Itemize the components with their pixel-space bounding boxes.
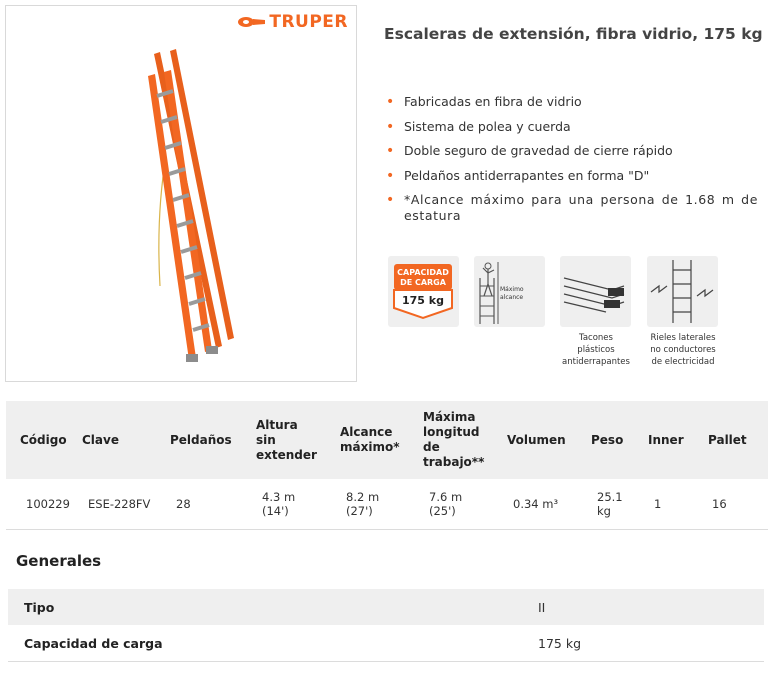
cell-altura: 4.3 m (14') — [262, 489, 296, 518]
cell-peldanos: 28 — [176, 496, 191, 511]
cell-volumen: 0.34 m³ — [513, 496, 559, 511]
header-pallet: Pallet — [708, 432, 747, 447]
capacity-value: 175 kg — [402, 294, 444, 307]
spec-header-row — [6, 401, 768, 479]
header-peso: Peso — [591, 432, 624, 447]
rails-caption — [638, 332, 728, 368]
header-clave: Clave — [82, 432, 119, 447]
rails-caption-line: Rieles laterales — [650, 333, 716, 343]
cell-alcance: 8.2 m (27') — [346, 489, 380, 518]
table-row — [6, 479, 768, 529]
rails-caption-line: de electricidad — [651, 357, 715, 367]
section-title-generales: Generales — [16, 552, 102, 570]
general-label: Capacidad de carga — [24, 636, 163, 651]
header-volumen: Volumen — [507, 432, 566, 447]
feature-item: • Peldaños antiderrapantes en forma "D" — [386, 168, 758, 184]
header-longitud: Máxima longitud de trabajo** — [423, 410, 485, 469]
product-title: Escaleras de extensión, fibra vidrio, 175 kg — [384, 25, 763, 43]
general-value: 175 kg — [538, 636, 582, 651]
load-capacity-icon — [388, 256, 459, 327]
product-image-box — [5, 5, 357, 382]
header-codigo: Código — [20, 432, 67, 447]
reach-label-line2: alcance — [500, 294, 524, 301]
cell-longitud: 7.6 m (25') — [429, 489, 463, 518]
feature-list — [386, 94, 758, 233]
non-slip-treads-badge — [560, 256, 631, 327]
non-conductive-icon — [647, 256, 718, 327]
truper-logo-text: TRUPER — [269, 12, 348, 32]
spec-table — [6, 401, 768, 530]
cell-codigo: 100229 — [26, 496, 70, 511]
general-value: II — [538, 599, 546, 615]
header-inner: Inner — [648, 432, 684, 447]
treads-caption-line: plásticos — [577, 345, 615, 355]
treads-caption — [551, 332, 641, 368]
general-label: Tipo — [24, 599, 55, 615]
treads-caption-line: antiderrapantes — [562, 357, 630, 367]
person-on-ladder-icon — [474, 256, 545, 327]
truper-logo-icon — [237, 15, 265, 29]
general-row-tipo — [8, 589, 764, 625]
reach-label-line1: Máximo — [500, 286, 524, 293]
ladder-feet-icon — [560, 256, 631, 327]
truper-logo — [237, 12, 348, 32]
feature-item: • *Alcance máximo para una persona de 1.68 m de estatura — [386, 192, 758, 224]
capacity-line2: DE CARGA — [400, 278, 446, 287]
cell-pallet: 16 — [712, 496, 727, 511]
feature-item: • Sistema de polea y cuerda — [386, 119, 758, 135]
header-alcance: Alcance máximo* — [340, 425, 400, 454]
feature-item: • Doble seguro de gravedad de cierre rápido — [386, 143, 758, 159]
non-conductive-rails-badge — [647, 256, 718, 327]
capacity-line1: CAPACIDAD — [397, 268, 449, 277]
header-peldanos: Peldaños — [170, 432, 232, 447]
rails-caption-line: no conductores — [650, 345, 716, 355]
cell-peso: 25.1 kg — [597, 489, 623, 518]
cell-clave: ESE-228FV — [88, 496, 151, 511]
header-altura: Altura sin extender — [256, 417, 317, 462]
max-reach-badge — [474, 256, 545, 327]
treads-caption-line: Tacones — [579, 333, 613, 343]
general-row-capacidad — [8, 626, 764, 662]
feature-item: • Fabricadas en fibra de vidrio — [386, 94, 758, 110]
cell-inner: 1 — [654, 496, 662, 511]
load-capacity-badge — [388, 256, 459, 327]
ladder-product-image — [126, 46, 236, 371]
